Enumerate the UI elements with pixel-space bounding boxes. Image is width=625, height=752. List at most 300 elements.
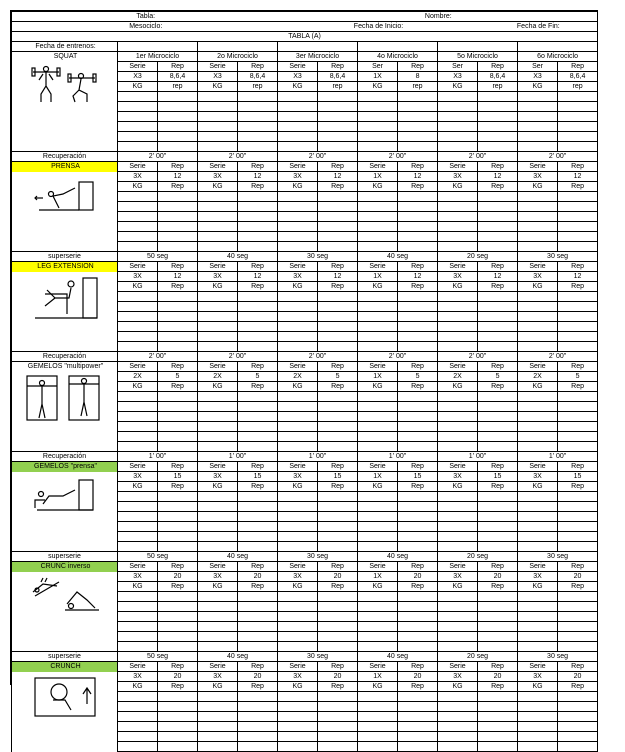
log-cell[interactable]: [438, 122, 478, 132]
log-cell[interactable]: [198, 432, 238, 442]
log-cell[interactable]: [438, 212, 478, 222]
log-cell[interactable]: [198, 542, 238, 552]
log-cell[interactable]: [478, 422, 518, 432]
log-cell[interactable]: [478, 732, 518, 742]
log-cell[interactable]: [398, 92, 438, 102]
log-cell[interactable]: [198, 692, 238, 702]
log-cell[interactable]: [478, 322, 518, 332]
log-cell[interactable]: [358, 402, 398, 412]
log-cell[interactable]: [318, 542, 358, 552]
log-cell[interactable]: [398, 602, 438, 612]
log-cell[interactable]: [318, 142, 358, 152]
log-cell[interactable]: [158, 192, 198, 202]
log-cell[interactable]: [238, 432, 278, 442]
log-cell[interactable]: [398, 392, 438, 402]
log-cell[interactable]: [478, 742, 518, 752]
log-cell[interactable]: [278, 542, 318, 552]
log-cell[interactable]: [518, 242, 558, 252]
log-cell[interactable]: [158, 242, 198, 252]
rep-count[interactable]: 15: [318, 472, 358, 482]
log-cell[interactable]: [118, 332, 158, 342]
log-cell[interactable]: [318, 212, 358, 222]
log-cell[interactable]: [478, 712, 518, 722]
log-cell[interactable]: [478, 142, 518, 152]
rep-count[interactable]: 15: [398, 472, 438, 482]
log-cell[interactable]: [238, 192, 278, 202]
log-cell[interactable]: [518, 412, 558, 422]
log-cell[interactable]: [158, 302, 198, 312]
log-cell[interactable]: [318, 532, 358, 542]
log-cell[interactable]: [158, 742, 198, 752]
log-cell[interactable]: [558, 612, 598, 622]
log-cell[interactable]: [198, 712, 238, 722]
log-cell[interactable]: [238, 542, 278, 552]
rep-count[interactable]: 12: [558, 172, 598, 182]
log-cell[interactable]: [398, 722, 438, 732]
series-count[interactable]: 1X: [358, 472, 398, 482]
series-count[interactable]: X3: [118, 72, 158, 82]
rep-count[interactable]: 15: [238, 472, 278, 482]
log-cell[interactable]: [278, 502, 318, 512]
series-count[interactable]: 1X: [358, 72, 398, 82]
log-cell[interactable]: [438, 232, 478, 242]
log-cell[interactable]: [158, 322, 198, 332]
log-cell[interactable]: [518, 132, 558, 142]
log-cell[interactable]: [558, 232, 598, 242]
log-cell[interactable]: [398, 412, 438, 422]
log-cell[interactable]: [238, 392, 278, 402]
log-cell[interactable]: [518, 522, 558, 532]
log-cell[interactable]: [558, 122, 598, 132]
log-cell[interactable]: [118, 212, 158, 222]
log-cell[interactable]: [118, 692, 158, 702]
log-cell[interactable]: [118, 222, 158, 232]
rep-count[interactable]: 20: [558, 572, 598, 582]
log-cell[interactable]: [358, 102, 398, 112]
log-cell[interactable]: [518, 122, 558, 132]
log-cell[interactable]: [558, 512, 598, 522]
log-cell[interactable]: [558, 532, 598, 542]
log-cell[interactable]: [438, 712, 478, 722]
log-cell[interactable]: [438, 592, 478, 602]
rep-count[interactable]: 20: [318, 672, 358, 682]
log-cell[interactable]: [238, 692, 278, 702]
log-cell[interactable]: [518, 702, 558, 712]
log-cell[interactable]: [558, 102, 598, 112]
log-cell[interactable]: [158, 232, 198, 242]
log-cell[interactable]: [158, 592, 198, 602]
log-cell[interactable]: [318, 192, 358, 202]
log-cell[interactable]: [318, 502, 358, 512]
log-cell[interactable]: [478, 602, 518, 612]
rep-count[interactable]: 20: [398, 672, 438, 682]
log-cell[interactable]: [398, 442, 438, 452]
log-cell[interactable]: [118, 442, 158, 452]
date-cell-5[interactable]: [438, 42, 518, 52]
log-cell[interactable]: [438, 292, 478, 302]
log-cell[interactable]: [158, 622, 198, 632]
log-cell[interactable]: [318, 442, 358, 452]
log-cell[interactable]: [198, 222, 238, 232]
log-cell[interactable]: [158, 412, 198, 422]
log-cell[interactable]: [438, 402, 478, 412]
series-count[interactable]: X3: [198, 72, 238, 82]
log-cell[interactable]: [158, 612, 198, 622]
log-cell[interactable]: [358, 232, 398, 242]
log-cell[interactable]: [158, 122, 198, 132]
log-cell[interactable]: [278, 292, 318, 302]
log-cell[interactable]: [558, 742, 598, 752]
log-cell[interactable]: [158, 312, 198, 322]
series-count[interactable]: 1X: [358, 272, 398, 282]
log-cell[interactable]: [558, 412, 598, 422]
log-cell[interactable]: [118, 202, 158, 212]
log-cell[interactable]: [118, 722, 158, 732]
log-cell[interactable]: [398, 692, 438, 702]
log-cell[interactable]: [398, 622, 438, 632]
rep-count[interactable]: 20: [318, 572, 358, 582]
series-count[interactable]: 3X: [118, 672, 158, 682]
log-cell[interactable]: [478, 612, 518, 622]
log-cell[interactable]: [398, 702, 438, 712]
rep-count[interactable]: 20: [398, 572, 438, 582]
log-cell[interactable]: [518, 632, 558, 642]
log-cell[interactable]: [158, 292, 198, 302]
log-cell[interactable]: [118, 622, 158, 632]
log-cell[interactable]: [558, 342, 598, 352]
series-count[interactable]: 1X: [358, 672, 398, 682]
log-cell[interactable]: [518, 502, 558, 512]
log-cell[interactable]: [558, 212, 598, 222]
log-cell[interactable]: [358, 222, 398, 232]
log-cell[interactable]: [158, 92, 198, 102]
log-cell[interactable]: [518, 602, 558, 612]
log-cell[interactable]: [318, 522, 358, 532]
log-cell[interactable]: [118, 392, 158, 402]
log-cell[interactable]: [518, 422, 558, 432]
date-cell-2[interactable]: [198, 42, 278, 52]
log-cell[interactable]: [518, 612, 558, 622]
log-cell[interactable]: [358, 502, 398, 512]
log-cell[interactable]: [278, 742, 318, 752]
log-cell[interactable]: [438, 242, 478, 252]
series-count[interactable]: 2X: [118, 372, 158, 382]
log-cell[interactable]: [158, 112, 198, 122]
log-cell[interactable]: [438, 732, 478, 742]
log-cell[interactable]: [478, 532, 518, 542]
log-cell[interactable]: [158, 492, 198, 502]
log-cell[interactable]: [318, 92, 358, 102]
log-cell[interactable]: [158, 692, 198, 702]
log-cell[interactable]: [198, 702, 238, 712]
log-cell[interactable]: [558, 602, 598, 612]
log-cell[interactable]: [118, 402, 158, 412]
log-cell[interactable]: [358, 522, 398, 532]
log-cell[interactable]: [438, 112, 478, 122]
log-cell[interactable]: [318, 102, 358, 112]
log-cell[interactable]: [238, 132, 278, 142]
series-count[interactable]: 3X: [438, 472, 478, 482]
log-cell[interactable]: [478, 192, 518, 202]
log-cell[interactable]: [518, 732, 558, 742]
log-cell[interactable]: [318, 312, 358, 322]
log-cell[interactable]: [198, 742, 238, 752]
log-cell[interactable]: [158, 712, 198, 722]
log-cell[interactable]: [238, 142, 278, 152]
log-cell[interactable]: [158, 502, 198, 512]
log-cell[interactable]: [158, 432, 198, 442]
log-cell[interactable]: [438, 332, 478, 342]
log-cell[interactable]: [518, 742, 558, 752]
log-cell[interactable]: [278, 732, 318, 742]
log-cell[interactable]: [518, 322, 558, 332]
log-cell[interactable]: [198, 292, 238, 302]
log-cell[interactable]: [358, 242, 398, 252]
log-cell[interactable]: [198, 132, 238, 142]
series-count[interactable]: X3: [438, 72, 478, 82]
log-cell[interactable]: [278, 442, 318, 452]
log-cell[interactable]: [358, 632, 398, 642]
log-cell[interactable]: [198, 722, 238, 732]
log-cell[interactable]: [318, 422, 358, 432]
log-cell[interactable]: [358, 422, 398, 432]
rep-count[interactable]: 20: [478, 672, 518, 682]
log-cell[interactable]: [438, 322, 478, 332]
log-cell[interactable]: [398, 112, 438, 122]
log-cell[interactable]: [158, 132, 198, 142]
series-count[interactable]: 3X: [518, 472, 558, 482]
log-cell[interactable]: [358, 712, 398, 722]
rep-count[interactable]: 12: [318, 272, 358, 282]
log-cell[interactable]: [398, 542, 438, 552]
log-cell[interactable]: [438, 532, 478, 542]
log-cell[interactable]: [198, 642, 238, 652]
log-cell[interactable]: [278, 342, 318, 352]
log-cell[interactable]: [198, 102, 238, 112]
rep-count[interactable]: 5: [158, 372, 198, 382]
log-cell[interactable]: [478, 522, 518, 532]
log-cell[interactable]: [238, 312, 278, 322]
log-cell[interactable]: [398, 212, 438, 222]
log-cell[interactable]: [278, 642, 318, 652]
log-cell[interactable]: [558, 332, 598, 342]
log-cell[interactable]: [158, 632, 198, 642]
log-cell[interactable]: [198, 422, 238, 432]
log-cell[interactable]: [558, 192, 598, 202]
log-cell[interactable]: [318, 742, 358, 752]
log-cell[interactable]: [518, 432, 558, 442]
log-cell[interactable]: [158, 702, 198, 712]
log-cell[interactable]: [278, 212, 318, 222]
log-cell[interactable]: [358, 612, 398, 622]
log-cell[interactable]: [398, 242, 438, 252]
log-cell[interactable]: [158, 102, 198, 112]
log-cell[interactable]: [558, 142, 598, 152]
rep-count[interactable]: 5: [318, 372, 358, 382]
log-cell[interactable]: [278, 432, 318, 442]
rep-count[interactable]: 12: [478, 272, 518, 282]
log-cell[interactable]: [198, 232, 238, 242]
log-cell[interactable]: [118, 412, 158, 422]
log-cell[interactable]: [238, 592, 278, 602]
series-count[interactable]: 3X: [438, 272, 478, 282]
rep-count[interactable]: 12: [398, 272, 438, 282]
log-cell[interactable]: [238, 722, 278, 732]
rep-count[interactable]: 5: [238, 372, 278, 382]
rep-count[interactable]: 20: [158, 572, 198, 582]
log-cell[interactable]: [478, 392, 518, 402]
log-cell[interactable]: [318, 602, 358, 612]
log-cell[interactable]: [558, 422, 598, 432]
log-cell[interactable]: [358, 312, 398, 322]
rep-count[interactable]: 20: [238, 572, 278, 582]
log-cell[interactable]: [318, 722, 358, 732]
log-cell[interactable]: [198, 592, 238, 602]
log-cell[interactable]: [318, 242, 358, 252]
log-cell[interactable]: [318, 732, 358, 742]
log-cell[interactable]: [278, 112, 318, 122]
series-count[interactable]: 3X: [438, 172, 478, 182]
log-cell[interactable]: [558, 692, 598, 702]
log-cell[interactable]: [438, 602, 478, 612]
date-cell-3[interactable]: [278, 42, 358, 52]
log-cell[interactable]: [318, 202, 358, 212]
log-cell[interactable]: [358, 132, 398, 142]
rep-count[interactable]: 20: [158, 672, 198, 682]
log-cell[interactable]: [438, 192, 478, 202]
log-cell[interactable]: [118, 112, 158, 122]
log-cell[interactable]: [478, 232, 518, 242]
log-cell[interactable]: [358, 442, 398, 452]
log-cell[interactable]: [278, 232, 318, 242]
log-cell[interactable]: [118, 312, 158, 322]
log-cell[interactable]: [358, 92, 398, 102]
date-cell-6[interactable]: [518, 42, 598, 52]
log-cell[interactable]: [518, 302, 558, 312]
series-count[interactable]: 3X: [198, 472, 238, 482]
log-cell[interactable]: [198, 622, 238, 632]
log-cell[interactable]: [438, 92, 478, 102]
log-cell[interactable]: [198, 332, 238, 342]
log-cell[interactable]: [198, 342, 238, 352]
log-cell[interactable]: [318, 322, 358, 332]
log-cell[interactable]: [398, 512, 438, 522]
rep-count[interactable]: 20: [478, 572, 518, 582]
log-cell[interactable]: [118, 292, 158, 302]
log-cell[interactable]: [518, 392, 558, 402]
log-cell[interactable]: [478, 312, 518, 322]
log-cell[interactable]: [358, 742, 398, 752]
log-cell[interactable]: [558, 702, 598, 712]
rep-count[interactable]: 8,6,4: [158, 72, 198, 82]
series-count[interactable]: 3X: [518, 272, 558, 282]
log-cell[interactable]: [198, 142, 238, 152]
log-cell[interactable]: [398, 292, 438, 302]
log-cell[interactable]: [558, 312, 598, 322]
log-cell[interactable]: [398, 642, 438, 652]
log-cell[interactable]: [118, 192, 158, 202]
log-cell[interactable]: [478, 212, 518, 222]
log-cell[interactable]: [438, 202, 478, 212]
log-cell[interactable]: [558, 722, 598, 732]
log-cell[interactable]: [118, 642, 158, 652]
log-cell[interactable]: [398, 192, 438, 202]
log-cell[interactable]: [518, 532, 558, 542]
log-cell[interactable]: [318, 712, 358, 722]
log-cell[interactable]: [198, 392, 238, 402]
log-cell[interactable]: [358, 202, 398, 212]
log-cell[interactable]: [278, 522, 318, 532]
log-cell[interactable]: [558, 712, 598, 722]
log-cell[interactable]: [238, 602, 278, 612]
log-cell[interactable]: [398, 712, 438, 722]
log-cell[interactable]: [318, 622, 358, 632]
log-cell[interactable]: [238, 332, 278, 342]
log-cell[interactable]: [158, 222, 198, 232]
log-cell[interactable]: [278, 402, 318, 412]
log-cell[interactable]: [118, 422, 158, 432]
log-cell[interactable]: [158, 542, 198, 552]
log-cell[interactable]: [118, 232, 158, 242]
log-cell[interactable]: [318, 592, 358, 602]
rep-count[interactable]: 8,6,4: [558, 72, 598, 82]
series-count[interactable]: 2X: [438, 372, 478, 382]
log-cell[interactable]: [518, 492, 558, 502]
log-cell[interactable]: [398, 202, 438, 212]
log-cell[interactable]: [518, 292, 558, 302]
log-cell[interactable]: [118, 602, 158, 612]
log-cell[interactable]: [398, 502, 438, 512]
log-cell[interactable]: [158, 602, 198, 612]
series-count[interactable]: 3X: [518, 672, 558, 682]
series-count[interactable]: X3: [278, 72, 318, 82]
log-cell[interactable]: [478, 632, 518, 642]
log-cell[interactable]: [478, 502, 518, 512]
log-cell[interactable]: [118, 612, 158, 622]
series-count[interactable]: 3X: [278, 172, 318, 182]
log-cell[interactable]: [118, 92, 158, 102]
log-cell[interactable]: [278, 622, 318, 632]
series-count[interactable]: X3: [518, 72, 558, 82]
series-count[interactable]: 3X: [518, 172, 558, 182]
log-cell[interactable]: [118, 592, 158, 602]
log-cell[interactable]: [318, 342, 358, 352]
log-cell[interactable]: [438, 412, 478, 422]
rep-count[interactable]: 5: [398, 372, 438, 382]
log-cell[interactable]: [518, 312, 558, 322]
log-cell[interactable]: [518, 222, 558, 232]
log-cell[interactable]: [118, 102, 158, 112]
log-cell[interactable]: [558, 732, 598, 742]
log-cell[interactable]: [398, 612, 438, 622]
log-cell[interactable]: [238, 512, 278, 522]
log-cell[interactable]: [438, 702, 478, 712]
log-cell[interactable]: [118, 242, 158, 252]
log-cell[interactable]: [198, 202, 238, 212]
log-cell[interactable]: [398, 342, 438, 352]
series-count[interactable]: 3X: [118, 272, 158, 282]
log-cell[interactable]: [318, 632, 358, 642]
log-cell[interactable]: [158, 722, 198, 732]
log-cell[interactable]: [278, 242, 318, 252]
log-cell[interactable]: [198, 512, 238, 522]
log-cell[interactable]: [478, 222, 518, 232]
date-cell-4[interactable]: [358, 42, 438, 52]
log-cell[interactable]: [438, 102, 478, 112]
log-cell[interactable]: [478, 442, 518, 452]
log-cell[interactable]: [318, 332, 358, 342]
log-cell[interactable]: [278, 202, 318, 212]
